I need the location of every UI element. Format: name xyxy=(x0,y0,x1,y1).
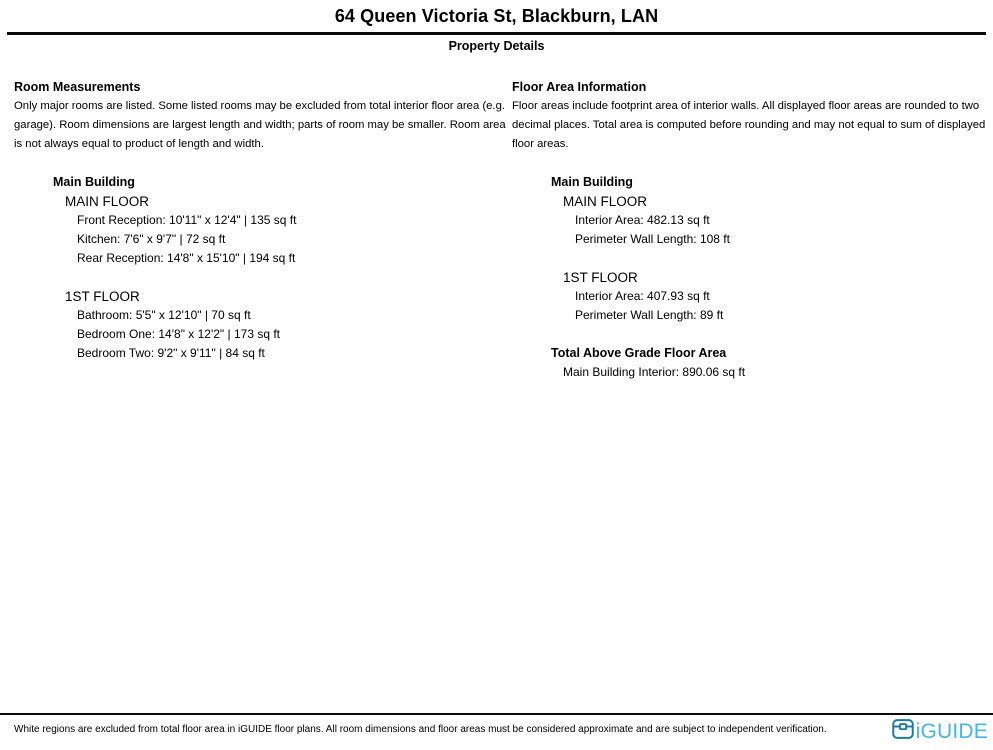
stat-line: Perimeter Wall Length: 89 ft xyxy=(575,308,724,322)
stat-line: Interior Area: 407.93 sq ft xyxy=(575,289,710,303)
total-above-grade-value: Main Building Interior: 890.06 sq ft xyxy=(563,365,746,379)
room-line: Rear Reception: 14'8" x 15'10" | 194 sq ft xyxy=(77,251,296,265)
floor-group-main-floor xyxy=(512,192,993,249)
floor-name: 1ST FLOOR xyxy=(65,289,140,304)
iguide-logo xyxy=(892,719,988,744)
room-line: Kitchen: 7'6" x 9'7" | 72 sq ft xyxy=(77,232,226,246)
title-divider xyxy=(7,32,986,35)
total-above-grade-heading: Total Above Grade Floor Area xyxy=(551,346,727,360)
floor-name: MAIN FLOOR xyxy=(65,194,150,209)
page-subtitle: Property Details xyxy=(448,39,545,53)
footer-disclaimer: White regions are excluded from total floor area in iGUIDE floor plans. All room dimensions and floor areas must be considered approximate and are subject to independent verification. xyxy=(14,724,827,735)
floor-name: 1ST FLOOR xyxy=(563,270,638,285)
iguide-logo-text: iGUIDE xyxy=(915,719,988,743)
room-measurements-section xyxy=(14,78,506,382)
floor-group-main-floor xyxy=(14,192,506,268)
floor-area-information-section xyxy=(512,78,993,382)
page-title: 64 Queen Victoria St, Blackburn, LAN xyxy=(334,6,659,26)
room-line: Bathroom: 5'5" x 12'10" | 70 sq ft xyxy=(77,308,251,322)
building-name: Main Building xyxy=(53,175,135,189)
floor-area-information-description: Floor areas include footprint area of interior walls. All displayed floor areas are rounded to two decimal places. Total area is computed before rounding and may not equal to sum of displayed floor areas. xyxy=(512,100,986,150)
room-measurements-description: Only major rooms are listed. Some listed rooms may be excluded from total interior floor area (e.g. garage). Room dimensions are largest length and width; parts of room may be smaller. Room area is not always equal to product of length and width. xyxy=(14,100,506,150)
room-line: Bedroom One: 14'8" x 12'2" | 173 sq ft xyxy=(77,327,281,341)
building-name: Main Building xyxy=(551,175,633,189)
iguide-camera-icon xyxy=(892,719,914,744)
floor-area-information-heading: Floor Area Information xyxy=(512,80,647,94)
floor-group-1st-floor xyxy=(512,268,993,325)
floor-group-1st-floor xyxy=(14,287,506,363)
floor-name: MAIN FLOOR xyxy=(563,194,648,209)
stat-line: Perimeter Wall Length: 108 ft xyxy=(575,232,730,246)
total-above-grade-block xyxy=(512,344,993,382)
room-measurements-heading: Room Measurements xyxy=(14,80,141,94)
footer-divider xyxy=(0,713,993,715)
stat-line: Interior Area: 482.13 sq ft xyxy=(575,213,710,227)
room-line: Front Reception: 10'11" x 12'4" | 135 sq ft xyxy=(77,213,297,227)
room-line: Bedroom Two: 9'2" x 9'11" | 84 sq ft xyxy=(77,346,265,360)
